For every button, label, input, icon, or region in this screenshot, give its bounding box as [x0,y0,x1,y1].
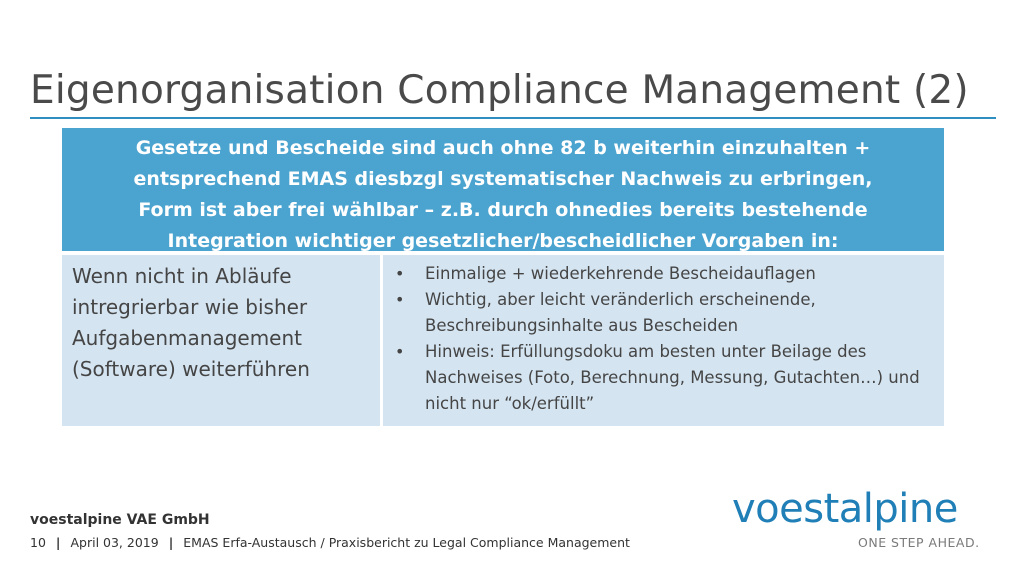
bullet-item: • Wichtig, aber leicht veränderlich erscheinende, Beschreibungsinhalte aus Bescheiden [393,287,936,339]
voestalpine-logo: voestalpine [732,486,958,532]
left-cell-line: (Software) weiterführen [72,357,310,381]
left-cell-line: Wenn nicht in Abläufe [72,264,292,288]
table-body-row [62,255,944,426]
slide-title: Eigenorganisation Compliance Management (2) [30,68,969,113]
bullet-list [393,261,936,417]
header-line: Integration wichtiger gesetzlicher/bescheidlicher Vorgaben in: [167,230,839,252]
footer-date: April 03, 2019 [70,535,159,550]
presentation-title: EMAS Erfa-Austausch / Praxisbericht zu Legal Compliance Management [183,535,630,550]
footer-separator: | [168,535,174,550]
right-cell [383,255,944,426]
content-table [62,128,944,426]
left-cell-line: Aufgabenmanagement [72,326,302,350]
title-underline [30,117,996,119]
left-cell [62,255,380,426]
footer-separator: | [55,535,61,550]
logo-tagline: ONE STEP AHEAD. [858,535,980,550]
table-header [62,128,944,251]
left-cell-line: intregrierbar wie bisher [72,295,308,319]
header-line: Gesetze und Bescheide sind auch ohne 82 b weiterhin einzuhalten + [135,137,871,159]
page-number: 10 [30,535,46,550]
bullet-item: • Hinweis: Erfüllungsdoku am besten unter Beilage des Nachweises (Foto, Berechnung, Messung, Gutachten…) und nicht nur “ok/erfüllt” [393,339,936,417]
bullet-item: • Einmalige + wiederkehrende Bescheidauflagen [393,261,936,287]
header-line: entsprechend EMAS diesbzgl systematischer Nachweis zu erbringen, [133,168,873,190]
header-line: Form ist aber frei wählbar – z.B. durch ohnedies bereits bestehende [138,199,868,221]
company-name: voestalpine VAE GmbH [30,512,210,528]
footer-bar [30,535,630,550]
